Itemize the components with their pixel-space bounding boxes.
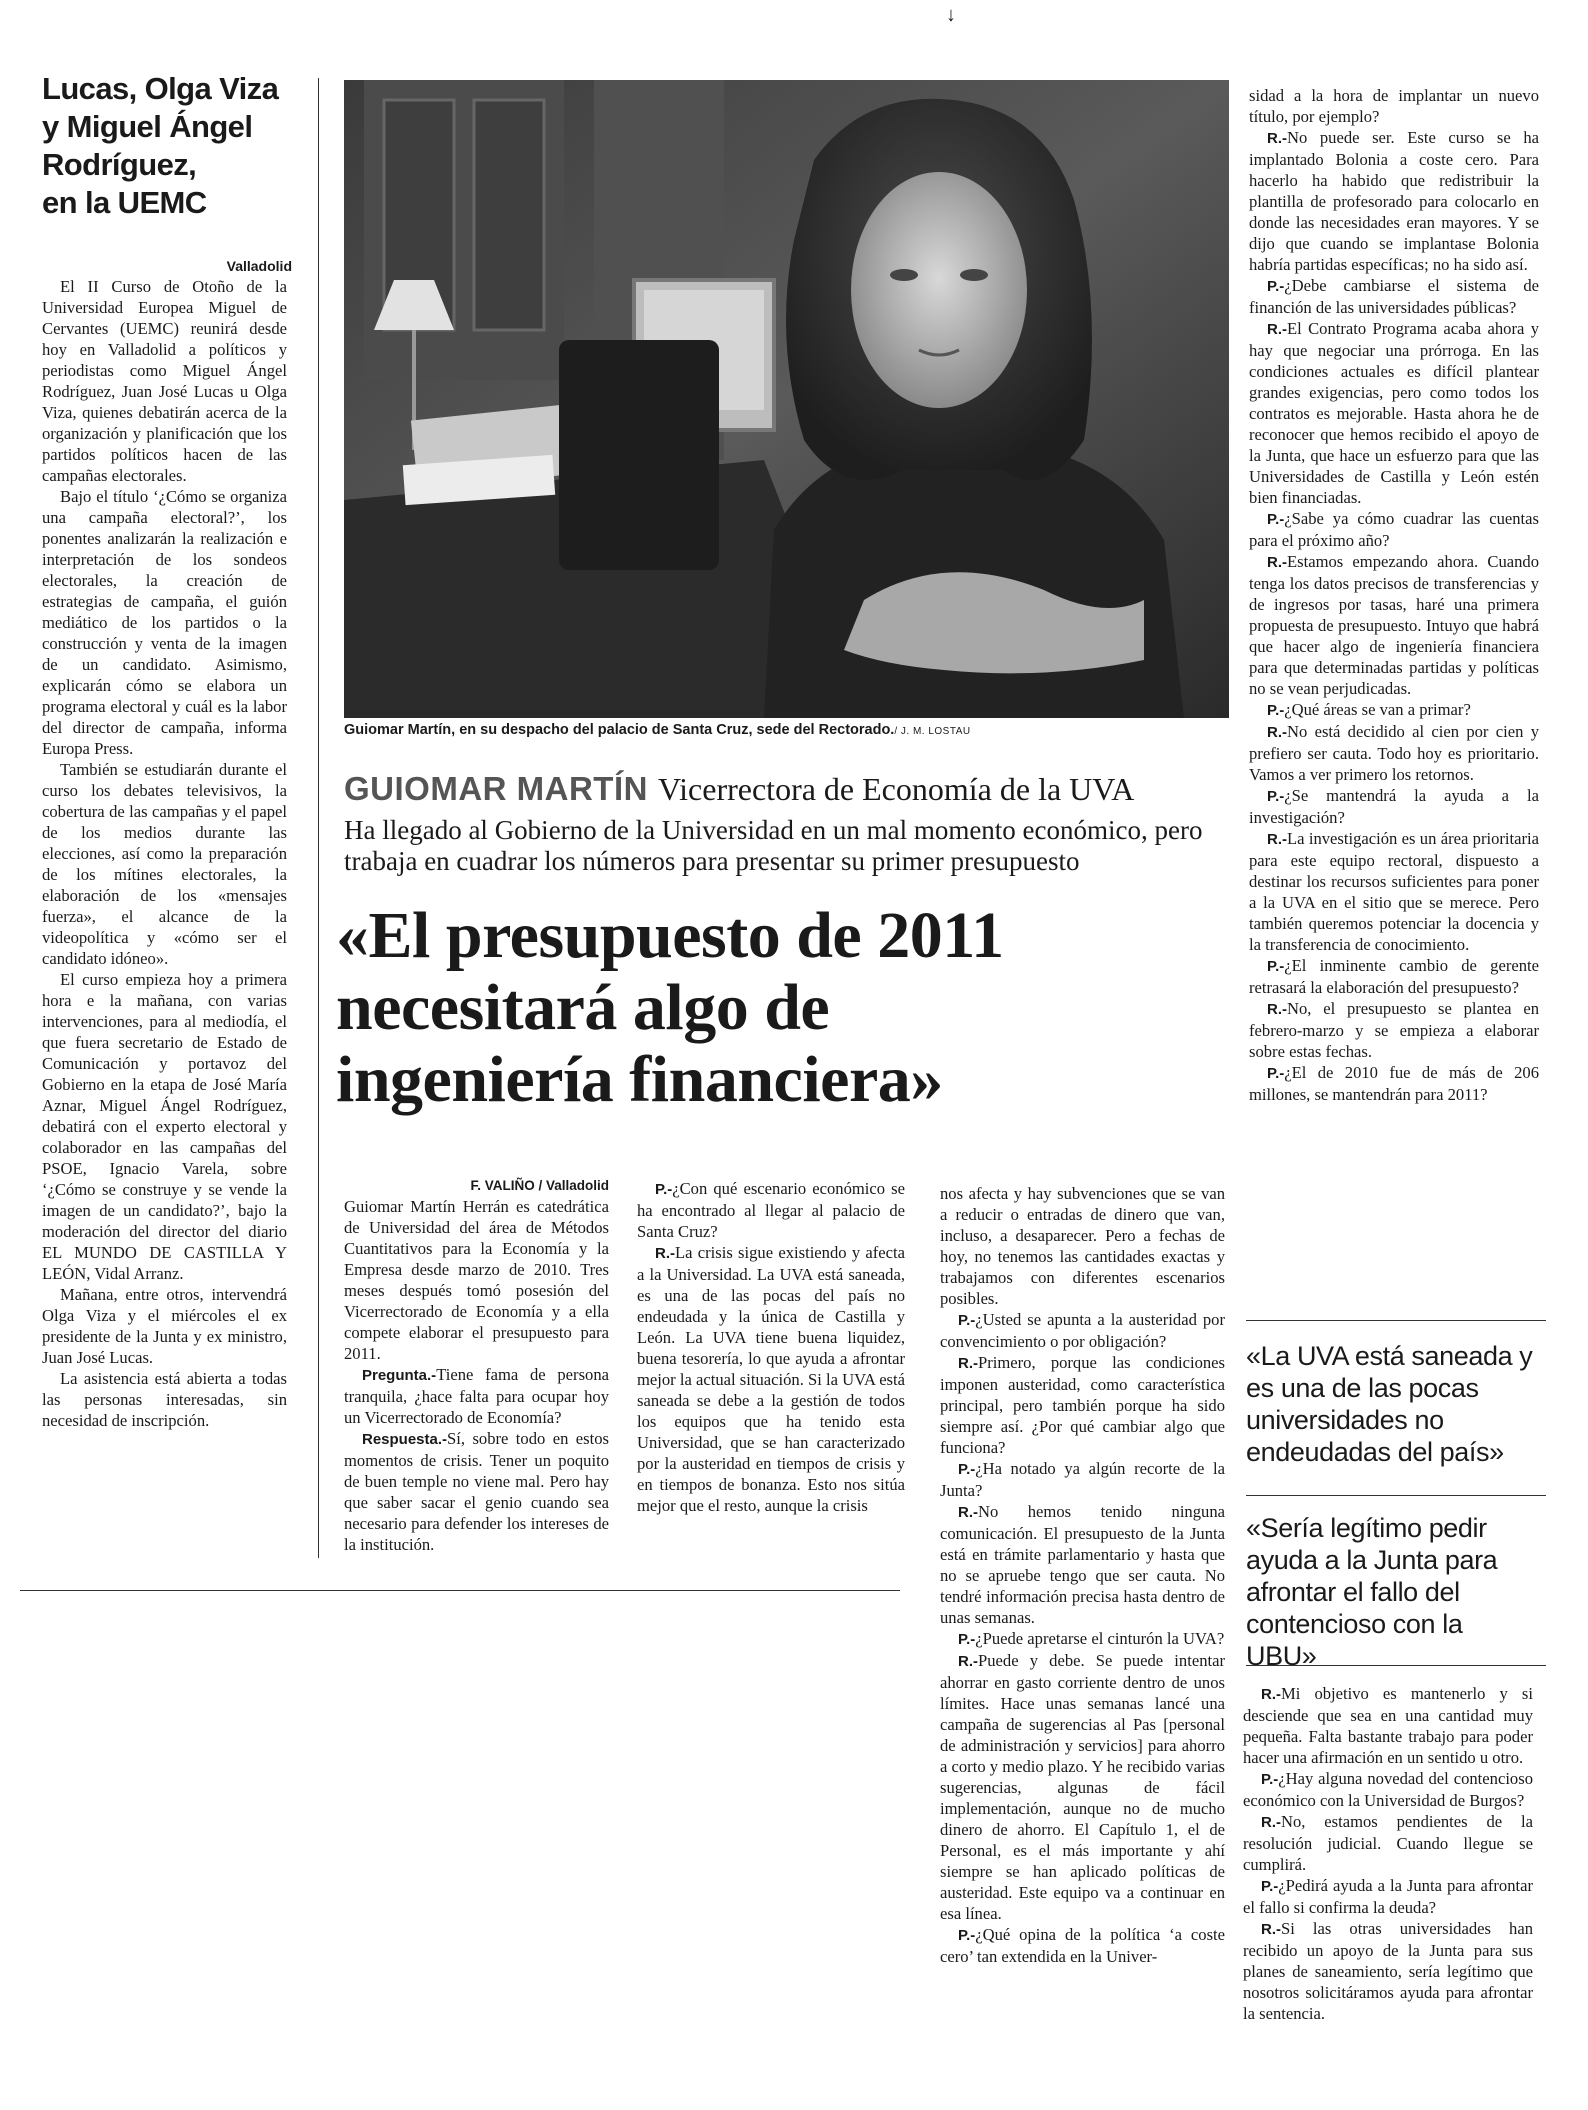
qa-text: Mi objetivo es mantenerlo y si desciende que sea en una cantidad muy pequeña. Falta bastante trabajo para poder hacer una afirmación en un sentido u otro. — [1243, 1684, 1533, 1767]
sidebar-body — [42, 276, 287, 1431]
qa-item — [1249, 551, 1539, 699]
sidebar-paragraph: También se estudiarán durante el curso los debates televisivos, la cobertura de las campañas y el papel de los medios durante las elecciones, así como la preparación de los mítines electorales, la elaboración de los «mensajes fuerza», el alcance de la videopolítica y «cómo ser el candidato idóneo». — [42, 760, 287, 968]
qa-item — [1243, 1768, 1533, 1811]
section-rule — [20, 1590, 900, 1591]
interviewee-name: GUIOMAR MARTÍN — [344, 770, 648, 807]
qa-text: No está decidido al cien por cien y prefiero ser cauta. Todo hoy es prioritario. Vamos a ver primero los retornos. — [1249, 722, 1539, 784]
qa-item — [1249, 275, 1539, 318]
column-rule — [318, 78, 319, 1558]
qa-item — [1249, 955, 1539, 998]
question-text: Tiene fama de persona tranquila, ¿hace falta para ocupar hoy un Vicerrectorado de Economía? — [344, 1365, 609, 1427]
qa-text: ¿Se mantendrá la ayuda a la investigación? — [1249, 786, 1539, 827]
qa-label: R.- — [958, 1504, 978, 1521]
qa-item — [1243, 1918, 1533, 2024]
sidebar-paragraph: La asistencia está abierta a todas las personas interesadas, sin necesidad de inscripción. — [42, 1369, 287, 1430]
qa-text: Si las otras universidades han recibido un apoyo de la Junta para sus planes de saneamiento, sería legítimo que nosotros solicitáramos ayuda para afrontar la sentencia. — [1243, 1919, 1533, 2023]
qa-label: P.- — [1261, 1878, 1279, 1895]
qa-label: P.- — [958, 1631, 976, 1648]
answer-text: Sí, sobre todo en estos momentos de crisis. Tener un poquito de buen temple no viene mal. Pero hay que saber sacar el genio cuando sea necesario para defender los intereses de la institución. — [344, 1429, 609, 1554]
qa-label: R.- — [958, 1653, 978, 1670]
qa-item — [940, 1458, 1225, 1501]
qa-text: ¿Usted se apunta a la austeridad por convencimiento o por obligación? — [940, 1310, 1225, 1351]
photo-illustration — [344, 80, 1229, 718]
qa-text: Estamos empezando ahora. Cuando tenga los datos precisos de transferencias y de ingresos por tasas, haré una primera propuesta de presupuesto. Intuyo que habrá que hacer algo de ingeniería financiera para que determinadas partidas y políticas no se vean perjudicadas. — [1249, 552, 1539, 698]
qa-text: ¿Hay alguna novedad del contencioso económico con la Universidad de Burgos? — [1243, 1769, 1533, 1810]
qa-label: R.- — [958, 1355, 978, 1372]
qa-label: R.- — [1267, 321, 1287, 338]
article-column-4-continued — [1243, 1683, 1533, 2024]
qa-label: P.- — [1267, 702, 1285, 719]
article-column-2 — [637, 1178, 905, 1516]
qa-label: R.- — [1267, 724, 1287, 741]
qa-label: P.- — [1267, 958, 1285, 975]
qa-text: El Contrato Programa acaba ahora y hay que negociar una prórroga. En las condiciones actuales es difícil plantear grandes exigencias, pero como todos los contratos es mejorable. Hasta ahora he de reconocer que hemos recibido el apoyo de la Junta, que hace un esfuerzo para que las Universidades de Castilla y León estén bien financiadas. — [1249, 319, 1539, 507]
qa-text: No, estamos pendientes de la resolución judicial. Cuando llegue se cumplirá. — [1243, 1812, 1533, 1874]
article-headline — [336, 900, 1216, 1116]
qa-label: R.- — [1261, 1814, 1281, 1831]
answer-label: Respuesta.- — [362, 1431, 448, 1448]
qa-label: R.- — [1267, 1001, 1287, 1018]
qa-label: P.- — [1267, 788, 1285, 805]
qa-item — [344, 1364, 609, 1428]
qa-text: ¿Qué áreas se van a primar? — [1284, 700, 1471, 719]
qa-item — [1249, 1062, 1539, 1105]
sidebar-paragraph: El II Curso de Otoño de la Universidad Europea Miguel de Cervantes (UEMC) reunirá desde hoy en Valladolid a políticos y periodistas como Miguel Ángel Rodríguez, Juan José Lucas u Olga Viza, quienes debatirán acerca de la organización y planificación que los partidos políticos hacen de las campañas electorales. — [42, 277, 287, 485]
headline-line: ingeniería financiera» — [336, 1043, 943, 1116]
qa-text: ¿Qué opina de la política ‘a coste cero’ tan extendida en la Univer- — [940, 1925, 1225, 1966]
sidebar-paragraph: Bajo el título ‘¿Cómo se organiza una campaña electoral?’, los ponentes analizarán la realización e interpretación de los sondeos electorales, la creación de estrategias de campaña, el guión mediático de los partidos o la construcción y venta de la imagen de un candidato. Asimismo, explicarán cómo se elabora un programa electoral y cuál es la labor del director de campaña, informa Europa Press. — [42, 487, 287, 758]
qa-item — [1249, 785, 1539, 828]
qa-label: P.- — [655, 1181, 673, 1198]
sidebar-paragraph: Mañana, entre otros, intervendrá Olga Viza y el miércoles el ex presidente de la Junta y ex ministro, Juan José Lucas. — [42, 1285, 287, 1367]
photo-credit: / J. M. LOSTAU — [894, 726, 971, 737]
question-label: Pregunta.- — [362, 1367, 437, 1384]
qa-text: No hemos tenido ninguna comunicación. El presupuesto de la Junta está en trámite parlamentario y hasta que no se apruebe tengo que ser cauta. No tendré información precisa hasta dentro de unas semanas. — [940, 1502, 1225, 1627]
sidebar-dateline: Valladolid — [226, 258, 292, 274]
article-column-4 — [1249, 85, 1539, 1105]
sidebar-headline-line: en la UEMC — [42, 185, 207, 220]
qa-item — [637, 1242, 905, 1516]
photo-caption — [344, 722, 1244, 738]
qa-text: ¿Ha notado ya algún recorte de la Junta? — [940, 1459, 1225, 1500]
pull-quote: «Sería legítimo pedir ayuda a la Junta para afrontar el fallo del contencioso con la UBU» — [1246, 1513, 1498, 1671]
qa-label: P.- — [1261, 1771, 1279, 1788]
sidebar-headline-line: y Miguel Ángel — [42, 109, 253, 144]
article-byline: F. VALIÑO / Valladolid — [470, 1178, 609, 1193]
qa-text: No puede ser. Este curso se ha implantado Bolonia a coste cero. Para hacerlo ha habido que redistribuir la plantilla de profesorado para colocarlo en donde las necesidades eran mayores. Y se dijo que cuando se implantase Bolonia habría partidas específicas; no ha sido así. — [1249, 128, 1539, 274]
pull-quote: «La UVA está saneada y es una de las pocas universidades no endeudadas del país» — [1246, 1341, 1533, 1467]
qa-text: ¿Debe cambiarse el sistema de financión de las universidades públicas? — [1249, 276, 1539, 317]
qa-item — [940, 1309, 1225, 1352]
qa-text: ¿El de 2010 fue de más de 206 millones, se mantendrán para 2011? — [1249, 1063, 1539, 1104]
qa-text: ¿Puede apretarse el cinturón la UVA? — [975, 1629, 1225, 1648]
qa-item — [940, 1924, 1225, 1967]
qa-item — [1249, 721, 1539, 785]
qa-label: R.- — [1267, 130, 1287, 147]
qa-item — [1249, 508, 1539, 551]
headline-line: necesitará algo de — [336, 971, 830, 1044]
article-intro: Guiomar Martín Herrán es catedrática de Universidad del área de Métodos Cuantitativos para la Economía y la Empresa desde marzo de 2010. Tres meses después tomó posesión del Vicerrectorado de Economía y a ella compete elaborar el presupuesto para 2011. — [344, 1197, 609, 1363]
qa-label: R.- — [1267, 831, 1287, 848]
sidebar-headline — [42, 70, 292, 222]
qa-text: ¿El inminente cambio de gerente retrasará la elaboración del presupuesto? — [1249, 956, 1539, 997]
qa-item — [940, 1501, 1225, 1628]
qa-item — [1243, 1683, 1533, 1768]
qa-label: R.- — [655, 1245, 675, 1262]
qa-label: P.- — [1267, 1065, 1285, 1082]
qa-text: Primero, porque las condiciones imponen austeridad, como característica principal, pero también porque ha sido siempre así. ¿Por qué cambiar algo que funciona? — [940, 1353, 1225, 1457]
qa-item — [344, 1428, 609, 1555]
qa-text: ¿Con qué escenario económico se ha encontrado al llegar al palacio de Santa Cruz? — [637, 1179, 905, 1241]
qa-label: R.- — [1267, 554, 1287, 571]
qa-item — [1249, 699, 1539, 721]
qa-item — [1249, 828, 1539, 955]
article-column-1 — [344, 1196, 609, 1555]
qa-item — [940, 1650, 1225, 1924]
qa-text: ¿Pedirá ayuda a la Junta para afrontar el fallo si confirma la deuda? — [1243, 1876, 1533, 1917]
qa-item — [1243, 1875, 1533, 1918]
qa-text: nos afecta y hay subvenciones que se van a reducir o entradas de dinero que van, incluso, a desaparecer. Pero a fechas de hoy, no tenemos las cantidades exactas y trabajamos con diferentes escenarios posibles. — [940, 1184, 1225, 1308]
qa-label: P.- — [1267, 278, 1285, 295]
qa-item — [940, 1183, 1225, 1309]
qa-item — [1249, 127, 1539, 275]
qa-text: La investigación es un área prioritaria para este equipo rectoral, dispuesto a destinar los recursos suficientes para poner a la UVA en el sitio que se merece. Pero también queremos potenciar la docencia y la transferencia de conocimiento. — [1249, 829, 1539, 954]
qa-text: Puede y debe. Se puede intentar ahorrar en gasto corriente dentro de unos límites. Hace unas semanas lancé una campaña de sugerencias al Pas [personal de administración y servicios] para ahorro a corto y medio plazo. Y he recibido varias sugerencias, algunas de fácil implementación, aunque no de mucho dinero de ahorro. El Capítulo 1, el de Personal, es el más importante y ahí siempre se han aplicado políticas de austeridad. Este equipo va a continuar en esa línea. — [940, 1651, 1225, 1923]
sidebar-headline-line: Lucas, Olga Viza — [42, 71, 279, 106]
qa-item — [1249, 318, 1539, 508]
article-column-3 — [940, 1183, 1225, 1967]
page-mark: ↓ — [946, 4, 956, 26]
qa-item — [1249, 998, 1539, 1062]
qa-text: No, el presupuesto se plantea en febrero-marzo y se empieza a elaborar sobre estas fechas. — [1249, 999, 1539, 1061]
qa-item — [637, 1178, 905, 1242]
qa-text: ¿Sabe ya cómo cuadrar las cuentas para el próximo año? — [1249, 509, 1539, 550]
qa-label: P.- — [958, 1461, 976, 1478]
qa-item — [1243, 1811, 1533, 1875]
qa-label: P.- — [1267, 511, 1285, 528]
interviewee-role: Vicerrectora de Economía de la UVA — [657, 771, 1135, 807]
caption-text: Guiomar Martín, en su despacho del palacio de Santa Cruz, sede del Rectorado. — [344, 722, 895, 738]
qa-label: R.- — [1261, 1921, 1281, 1938]
pull-rule — [1246, 1495, 1546, 1496]
qa-label: P.- — [958, 1312, 976, 1329]
qa-label: P.- — [958, 1927, 976, 1944]
qa-text: sidad a la hora de implantar un nuevo título, por ejemplo? — [1249, 86, 1539, 126]
qa-item — [940, 1628, 1225, 1650]
sidebar-headline-line: Rodríguez, — [42, 147, 197, 182]
qa-item — [1249, 85, 1539, 127]
qa-text: La crisis sigue existiendo y afecta a la Universidad. La UVA está saneada, es una de las pocas del país no endeudada y la única de Castilla y León. La UVA tiene buena liquidez, buena tesorería, lo que ayuda a afrontar mejor la actual situación. Si la UVA está saneada se debe a la gestión de todos los equipos que ha tenido esta Universidad, que se han caracterizado por la austeridad en tiempos de crisis y en tiempos de bonanza. Esto nos sitúa mejor que el resto, aunque la crisis — [637, 1243, 905, 1515]
sidebar-paragraph: El curso empieza hoy a primera hora e la mañana, con varias intervenciones, para al mediodía, el que fuera secretario de Estado de Comunicación y portavoz del Gobierno en la etapa de José María Aznar, Miguel Ángel Rodríguez, debatirá con el experto electoral y colaborador en las campañas del PSOE, Ignacio Varela, sobre ‘¿Cómo se construye y se vende la imagen de un candidato?’, bajo la moderación del director del diario EL MUNDO DE CASTILLA Y LEÓN, Vidal Arranz. — [42, 970, 287, 1283]
pull-rule — [1246, 1320, 1546, 1321]
article-deck: Ha llegado al Gobierno de la Universidad en un mal momento económico, pero trabaja en cuadrar los números para presentar su primer presupuesto — [344, 815, 1203, 876]
article-photo — [344, 80, 1229, 718]
headline-line: «El presupuesto de 2011 — [336, 899, 1004, 972]
qa-label: R.- — [1261, 1686, 1281, 1703]
interviewee-line — [344, 770, 1224, 808]
qa-item — [940, 1352, 1225, 1458]
